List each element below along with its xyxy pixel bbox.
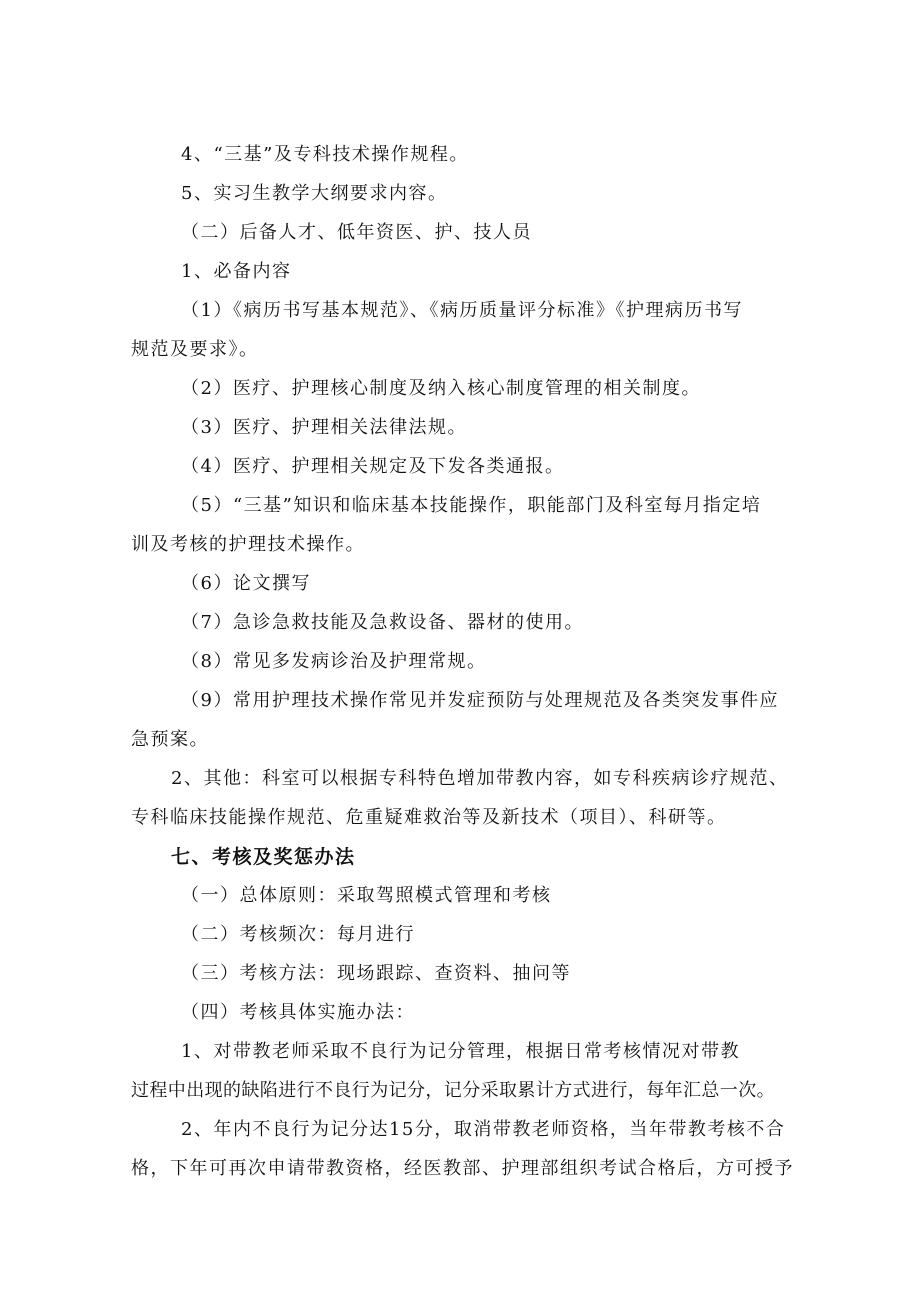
item-8: （8）常见多发病诊治及护理常规。 (181, 651, 487, 672)
other-paragraph-line-2: 专科临床技能操作规范、危重疑难救治等及新技术（项目）、科研等。 (131, 807, 727, 828)
item-2: （2）医疗、护理核心制度及纳入核心制度管理的相关制度。 (181, 378, 701, 399)
item-1-line-1: （1）《病历书写基本规范》、《病历质量评分标准》《护理病历书写 (181, 300, 743, 321)
item-7: （7）急诊急救技能及急救设备、器材的使用。 (181, 612, 584, 633)
item-9-line-2: 急预案。 (131, 729, 209, 750)
method-line: （三）考核方法：现场跟踪、查资料、抽问等 (181, 963, 571, 984)
item-3: （3）医疗、护理相关法律法规。 (181, 417, 467, 438)
list-item-5: 5、实习生教学大纲要求内容。 (181, 183, 448, 204)
implementation-heading: （四）考核具体实施办法： (181, 1002, 415, 1023)
item-9-line-1: （9）常用护理技术操作常见并发症预防与处理规范及各类突发事件应 (181, 690, 779, 711)
item-5-line-1: （5）“三基”知识和临床基本技能操作，职能部门及科室每月指定培 (181, 495, 762, 516)
list-item-4: 4、“三基”及专科技术操作规程。 (181, 144, 469, 165)
section-heading-2: （二）后备人才、低年资医、护、技人员 (181, 222, 532, 243)
rule-2-line-1: 2、年内不良行为记分达15分，取消带教老师资格，当年带教考核不合 (181, 1119, 786, 1140)
rule-1-line-2: 过程中出现的缺陷进行不良行为记分，记分采取累计方式进行，每年汇总一次。 (131, 1080, 775, 1101)
section-title-assessment: 七、考核及奖惩办法 (171, 846, 356, 868)
item-1-line-2: 规范及要求》。 (131, 339, 259, 360)
item-6: （6）论文撰写 (181, 573, 311, 594)
rule-2-line-2: 格，下年可再次申请带教资格，经医教部、护理部组织考试合格后，方可授予 (131, 1158, 794, 1179)
other-paragraph-line-1: 2、其他：科室可以根据专科特色增加带教内容，如专科疾病诊疗规范、 (171, 768, 789, 789)
item-5-line-2: 训及考核的护理技术操作。 (131, 534, 365, 555)
item-4: （4）医疗、护理相关规定及下发各类通报。 (181, 456, 565, 477)
frequency-line: （二）考核频次：每月进行 (181, 924, 415, 945)
principle-line: （一）总体原则：采取驾照模式管理和考核 (181, 885, 552, 906)
rule-1-line-1: 1、对带教老师采取不良行为记分管理，根据日常考核情况对带教 (181, 1041, 740, 1062)
subheading-required-content: 1、必备内容 (181, 261, 292, 282)
